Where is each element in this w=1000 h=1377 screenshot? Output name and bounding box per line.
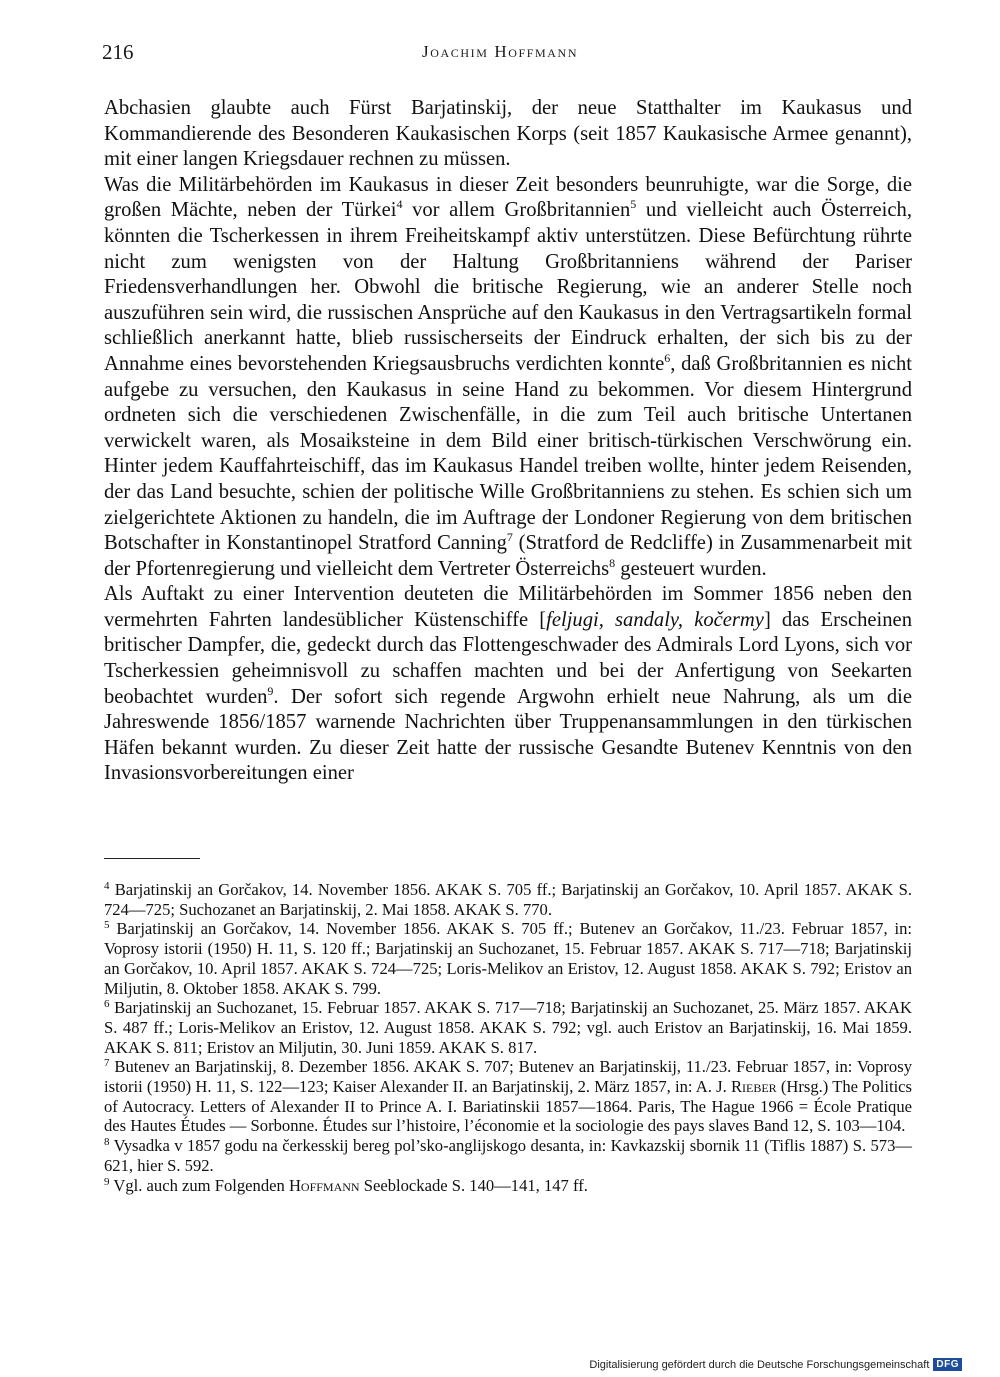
footnote-9: $^9$ Vgl. auch zum Folgenden Hoffmann Seeblockade S. 140—141, 147 ff. (104, 1175, 588, 1195)
footnote-ref-9: 9 (267, 683, 274, 698)
main-text (104, 96, 912, 787)
digitization-credit (589, 1358, 962, 1371)
footnote-8: $^8$ Vysadka v 1857 godu na čerkesskij bereg pol’sko-anglijskogo desanta, in: Kavkazskij sbornik 11 (Tiflis 1887) S. 573—621, hier S. 592. (104, 1136, 912, 1175)
italic-terms: feljugi, sandaly, kočermy (546, 608, 764, 631)
footnote-ref-5: 5 (630, 197, 637, 212)
footnote-ref-4: 4 (396, 197, 403, 212)
paragraph-2: Was die Militärbehörden im Kaukasus in dieser Zeit besonders beunruhigte, war die Sorge, die großen Mächte, neben der Türkei$^4$ vor allem Großbritannien$^5$ und vielleicht auch Österreich, könnten die Tscherkessen in ihrem Freiheitskampf aktiv unterstützen. Diese Befürchtung rührte nicht zum wenigsten von der Haltung Großbritanniens während der Pariser Friedensverhandlungen her. Obwohl die britische Regierung, wie an anderer Stelle noch auszuführen sein wird, die russischen Ansprüche auf den Kaukasus in den Vertragsartikeln formal schließlich anerkannt hatte, blieb russischerseits der Eindruck erhalten, der sich bis zu der Annahme eines bevorstehenden Kriegsausbruchs verdichten konnte$^6$, daß Großbritannien es nicht aufgebe zu versuchen, den Kaukasus in seine Hand zu bekommen. Vor diesem Hintergrund ordneten sich die verschiedenen Zwischenfälle, in die zum Teil auch britische Untertanen verwickelt waren, als Mosaiksteine in dem Bild einer britisch-türkischen Verschwörung ein. Hinter jedem Kauffahrteischiff, das im Kaukasus Handel treiben wollte, hinter jedem Reisenden, der das Land besuchte, schien der politische Wille Großbritanniens zu stehen. Es schien sich um zielgerichtete Aktionen zu handeln, die im Auftrage der Londoner Regierung von dem britischen Botschafter in Konstantinopel Stratford Canning$^7$ (Stratford de Redcliffe) in Zusammenarbeit mit der Pfortenregierung und vielleicht dem Vertreter Österreichs$^8$ gesteuert wurden. (104, 173, 913, 580)
footnote-4: $^4$ Barjatinskij an Gorčakov, 14. November 1856. AKAK S. 705 ff.; Barjatinskij an Gorčakov, 10. April 1857. AKAK S. 724—725; Suchozanet an Barjatinskij, 2. Mai 1858. AKAK S. 770. (104, 880, 912, 919)
page-header (102, 40, 910, 70)
footnote-ref-6: 6 (664, 350, 671, 365)
footnote-ref-8: 8 (609, 555, 616, 570)
page-number: 216 (102, 40, 134, 64)
paragraph-1: Abchasien glaubte auch Fürst Barjatinskij, der neue Statthalter im Kaukasus und Kommandierende des Besonderen Kaukasischen Korps (seit 1857 Kaukasische Armee genannt), mit einer langen Kriegsdauer rechnen zu müssen. (104, 97, 912, 171)
footnotes (104, 880, 912, 1195)
dfg-logo: DFG (933, 1358, 962, 1371)
paragraph-3: Als Auftakt zu einer Intervention deuteten die Militärbehörden im Sommer 1856 neben den vermehrten Fahrten landesüblicher Küstenschiffe [feljugi, sandaly, kočermy] das Erscheinen britischer Dampfer, die, gedeckt durch das Flottengeschwader des Admirals Lord Lyons, sich vor Tscherkessien geheimnisvoll zu schaffen machten und bei der Anfertigung von Seekarten beobachtet wurden$^9$. Der sofort sich regende Argwohn erhielt neue Nahrung, als um die Jahreswende 1856/1857 warnende Nachrichten über Truppenansammlungen in den türkischen Häfen bekannt wurden. Zu dieser Zeit hatte der russische Gesandte Butenev Kenntnis von den Invasionsvorbereitungen einer (104, 583, 912, 785)
footnote-6: $^6$ Barjatinskij an Suchozanet, 15. Februar 1857. AKAK S. 717—718; Barjatinskij an Suchozanet, 25. März 1857. AKAK S. 487 ff.; Loris-Melikov an Eristov, 12. August 1858. AKAK S. 792; vgl. auch Eristov an Barjatinskij, 16. Mai 1859. AKAK S. 811; Eristov an Miljutin, 30. Juni 1859. AKAK S. 817. (104, 998, 912, 1057)
footnote-ref-7: 7 (506, 530, 513, 545)
footnote-separator (104, 858, 200, 859)
credit-text: Digitalisierung gefördert durch die Deutsche Forschungsgemeinschaft (589, 1358, 930, 1371)
footnote-7: $^7$ Butenev an Barjatinskij, 8. Dezember 1856. AKAK S. 707; Butenev an Barjatinskij, 11./23. Februar 1857, in: Voprosy istorii (1950) H. 11, S. 122—123; Kaiser Alexander II. an Barjatinskij, 2. März 1857, in: A. J. Rieber (Hrsg.) The Politics of Autocracy. Letters of Alexander II to Prince A. I. Bariatinskii 1857—1864. Paris, The Hague 1966 = École Pratique des Hautes Études — Sorbonne. Études sur l’histoire, l’économie et la sociologie des pays slaves Band 12, S. 103—104. (104, 1057, 913, 1136)
running-head: Joachim Hoffmann (422, 42, 579, 61)
footnote-5: $^5$ Barjatinskij an Gorčakov, 14. November 1856. AKAK S. 705 ff.; Butenev an Gorčakov, 11./23. Februar 1857, in: Voprosy istorii (1950) H. 11, S. 120 ff.; Barjatinskij an Suchozanet, 15. Februar 1857. AKAK S. 717—718; Barjatinskij an Gorčakov, 10. April 1857. AKAK S. 724—725; Loris-Melikov an Eristov, 12. August 1858. AKAK S. 792; Eristov an Miljutin, 8. Oktober 1858. AKAK S. 799. (104, 919, 912, 998)
